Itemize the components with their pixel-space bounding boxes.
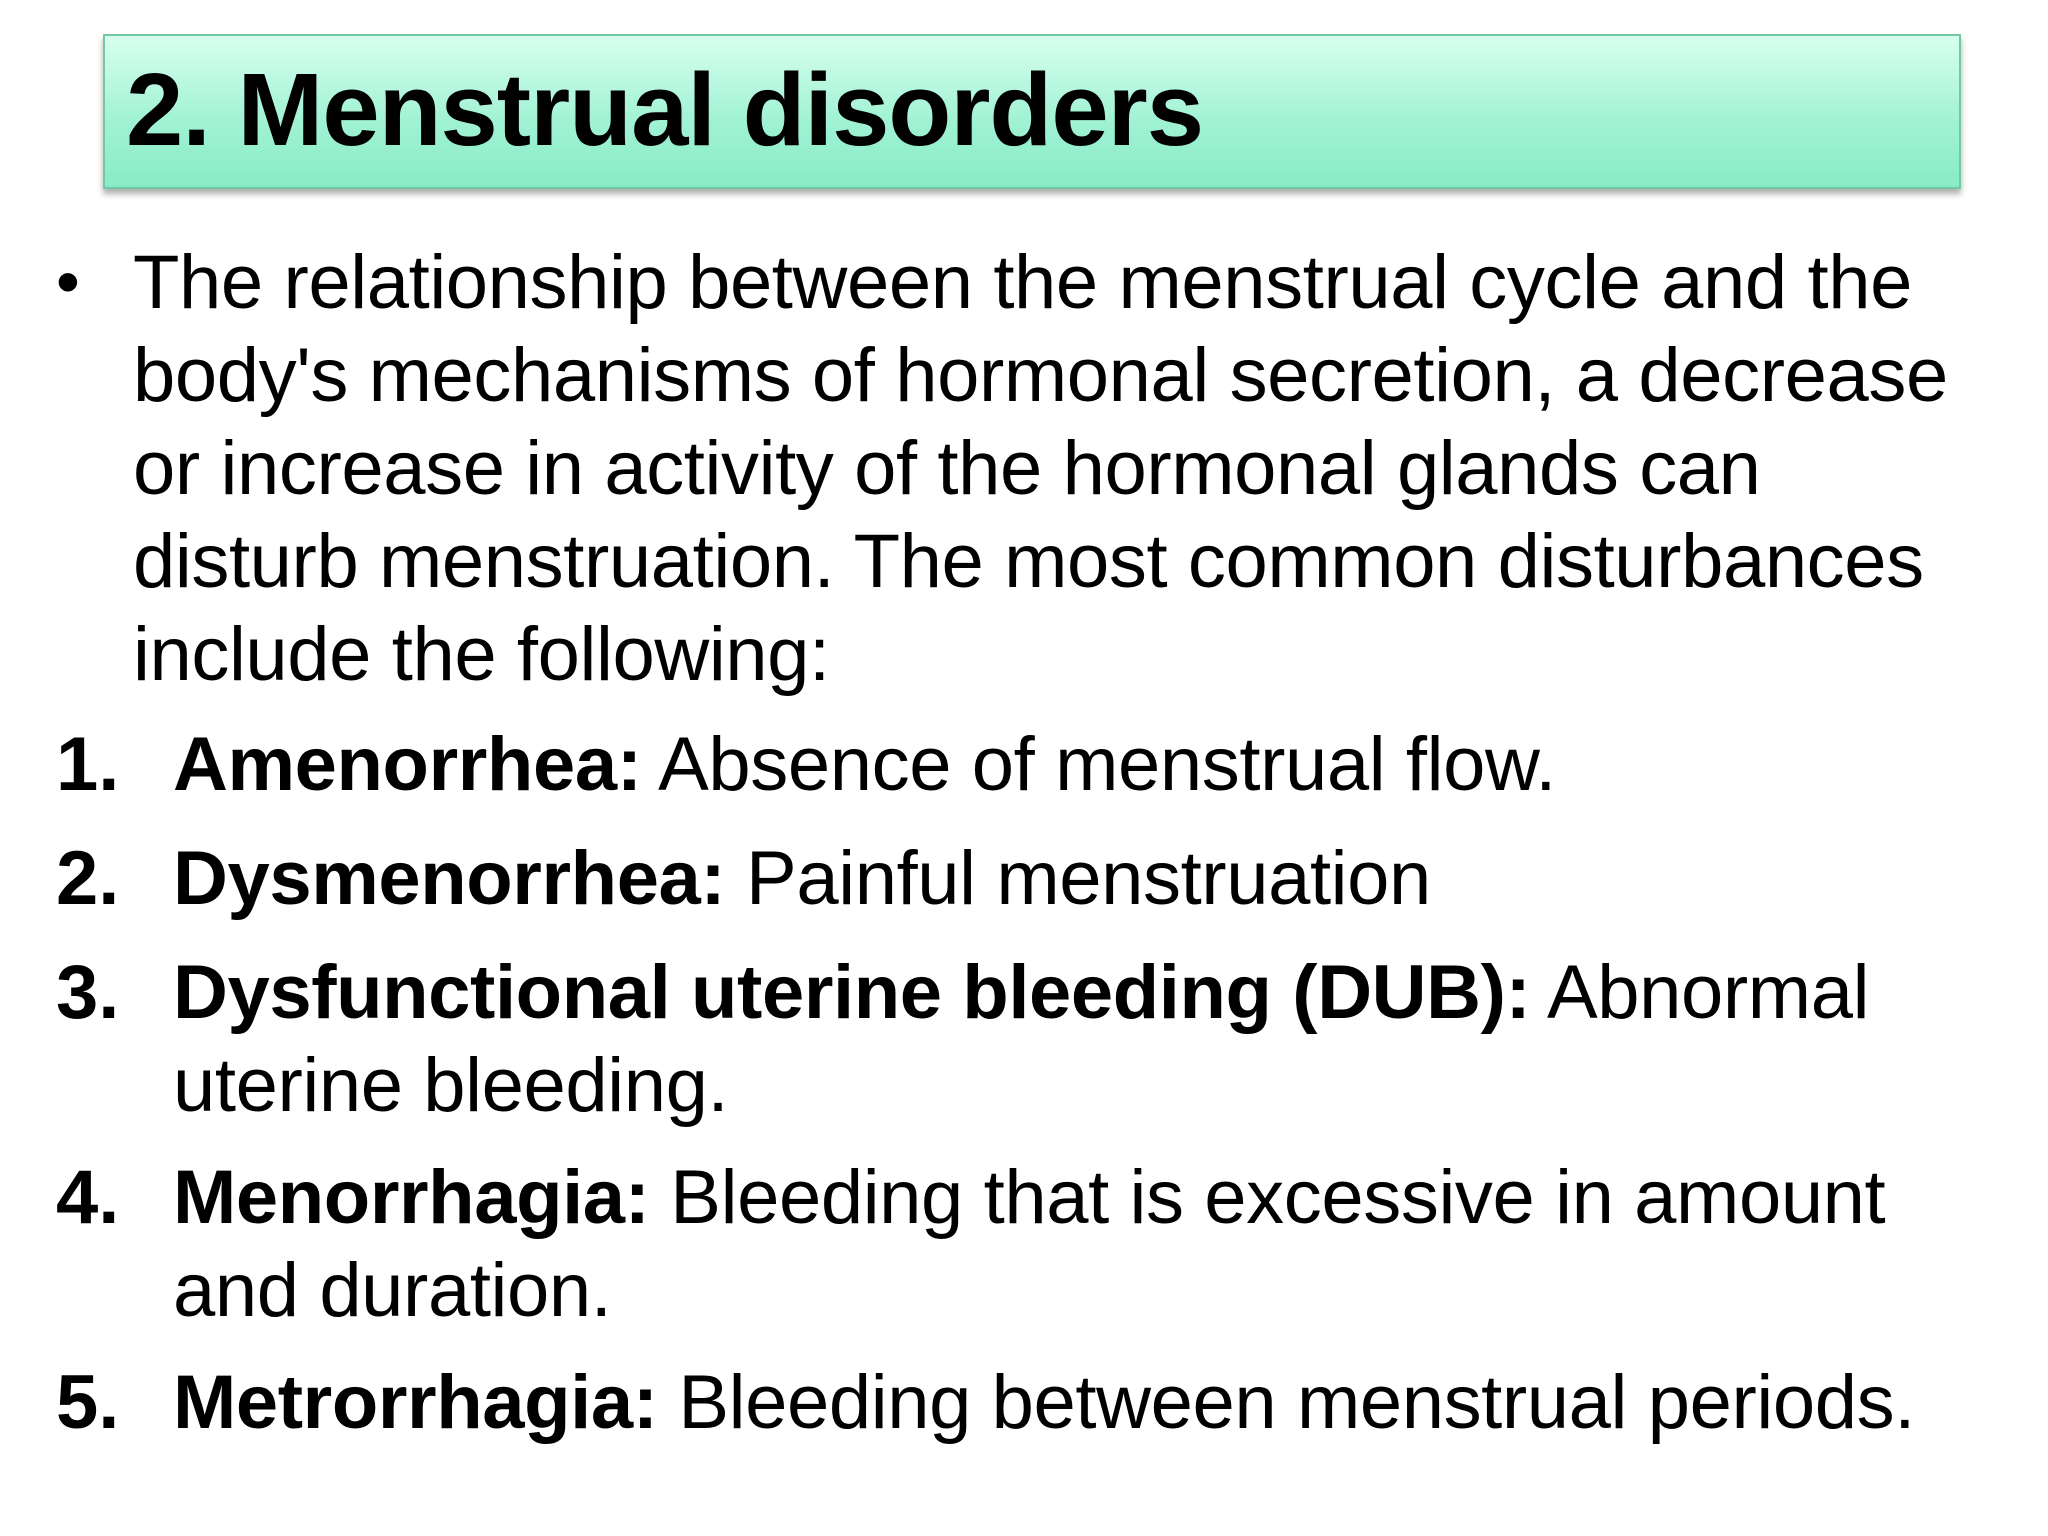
list-number: 5. [56, 1360, 120, 1445]
disorder-definition: Bleeding between menstrual periods. [657, 1360, 1915, 1445]
disorder-term: Metrorrhagia: [173, 1360, 658, 1445]
list-number: 1. [56, 722, 120, 807]
list-number: 4. [56, 1155, 120, 1240]
disorder-term: Menorrhagia: [173, 1155, 650, 1240]
disorder-definition: Absence of menstrual flow. [641, 722, 1556, 807]
disorder-term: Dysfunctional uterine bleeding (DUB): [173, 950, 1531, 1035]
list-item-text [173, 718, 2003, 811]
list-item-text [173, 1356, 2003, 1449]
list-number: 3. [56, 950, 120, 1035]
disorder-definition: Painful menstruation [725, 836, 1431, 921]
list-item-text [173, 946, 2003, 1132]
disorder-definition: Bleeding that is excessive in amount and duration. [173, 1155, 1886, 1333]
list-item-text [173, 1151, 2003, 1337]
slide-title: 2. Menstrual disorders [126, 52, 1204, 167]
disorder-term: Amenorrhea: [173, 722, 642, 807]
intro-paragraph: The relationship between the menstrual cycle and the body's mechanisms of hormonal secretion, a decrease or increase in activity of the hormonal glands can disturb menstruation. The most common disturbances include the following: [133, 240, 1948, 697]
bullet-symbol: • [56, 244, 80, 320]
disorder-definition: Abnormal uterine bleeding. [173, 950, 1870, 1128]
disorder-term: Dysmenorrhea: [173, 836, 726, 921]
list-number: 2. [56, 836, 120, 921]
list-item-text [173, 832, 2003, 925]
